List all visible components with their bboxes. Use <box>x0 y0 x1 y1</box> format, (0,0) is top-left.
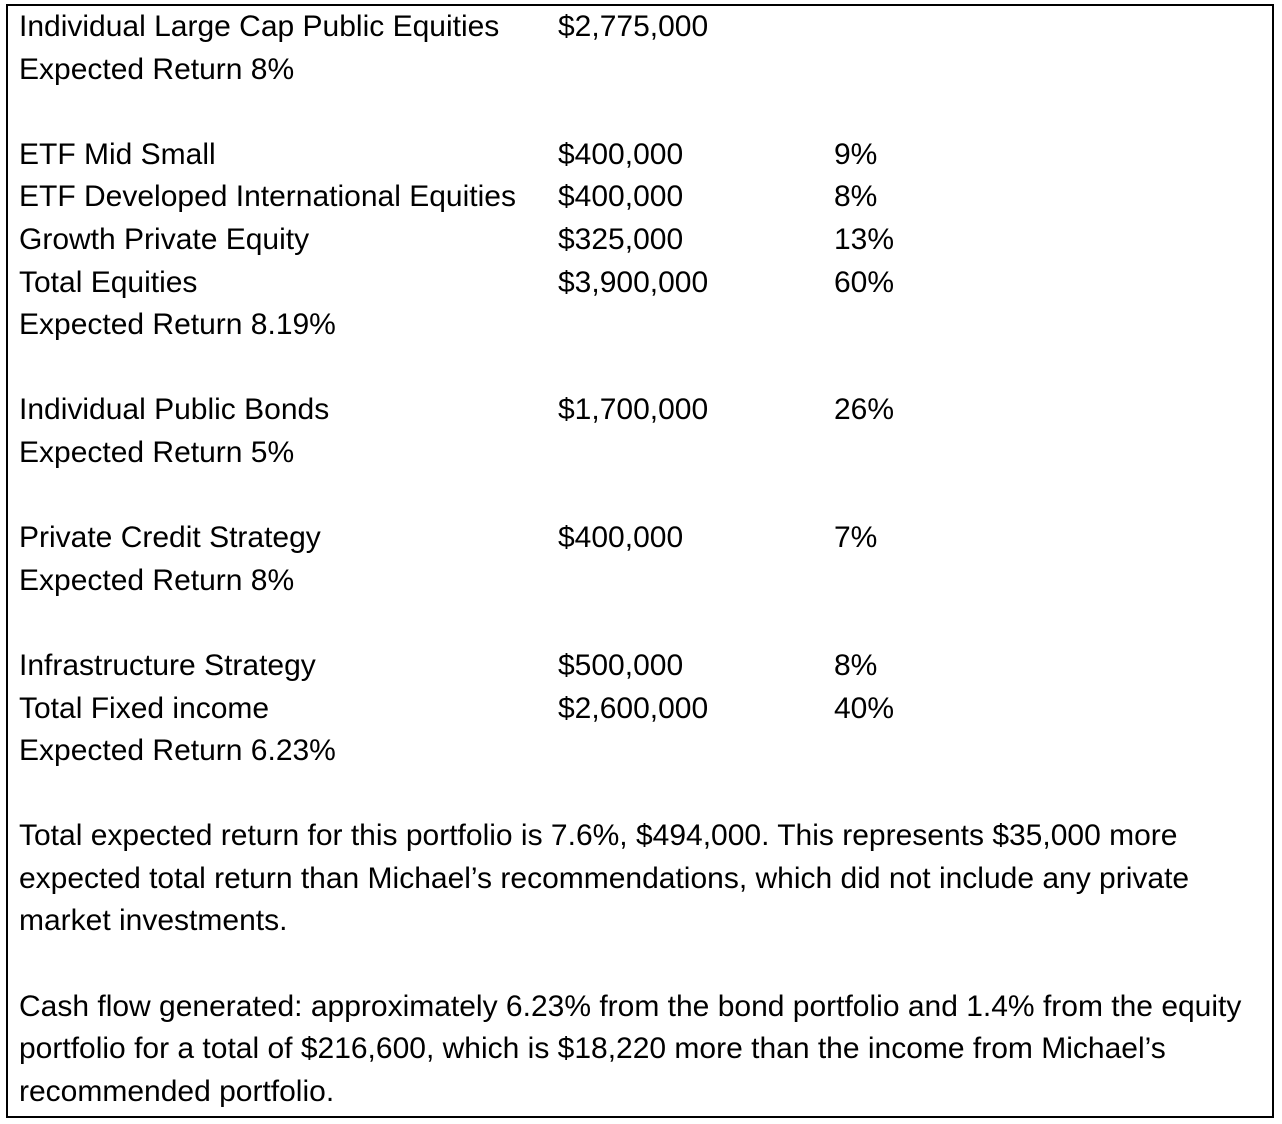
row-amount: $400,000 <box>558 521 684 555</box>
row-label: Growth Private Equity <box>19 222 310 256</box>
equities-expected-return: Expected Return 8.19% <box>19 308 336 342</box>
row-amount: $325,000 <box>558 222 684 256</box>
row-label: Total Equities <box>19 265 198 299</box>
row-percent: 13% <box>834 222 895 256</box>
row-percent: 8% <box>834 180 878 214</box>
table-row <box>19 176 1269 219</box>
large-cap-expected-return: Expected Return 8% <box>19 52 295 86</box>
row-amount: $2,600,000 <box>558 691 709 725</box>
table-row <box>19 219 1269 262</box>
row-label: Private Credit Strategy <box>19 521 321 555</box>
table-row <box>19 389 1269 432</box>
row-percent: 8% <box>834 648 878 682</box>
portfolio-document <box>19 6 1269 1113</box>
row-amount: $3,900,000 <box>558 265 709 299</box>
table-row <box>19 517 1269 560</box>
fixed-income-expected-return: Expected Return 6.23% <box>19 734 336 768</box>
table-row-total <box>19 688 1269 731</box>
row-amount: $400,000 <box>558 137 684 171</box>
row-percent: 40% <box>834 691 895 725</box>
row-label: Individual Public Bonds <box>19 393 330 427</box>
total-return-paragraph: Total expected return for this portfolio is 7.6%, $494,000. This represents $35,000 more expected total return than Michael’s recommendations, which did not include any private market investments. <box>19 819 1190 938</box>
row-label: Total Fixed income <box>19 691 270 725</box>
row-amount: $500,000 <box>558 648 684 682</box>
cash-flow-paragraph: Cash flow generated: approximately 6.23% from the bond portfolio and 1.4% from the equity portfolio for a total of $216,600, which is $18,220 more than the income from Michael’s recommended portfolio. <box>19 989 1242 1108</box>
row-label: ETF Mid Small <box>19 137 216 171</box>
row-label: Individual Large Cap Public Equities <box>19 10 500 43</box>
table-row <box>19 134 1269 177</box>
row-label: ETF Developed International Equities <box>19 180 516 214</box>
row-label: Infrastructure Strategy <box>19 648 316 682</box>
large-cap-row <box>19 6 1269 49</box>
bonds-expected-return: Expected Return 5% <box>19 435 295 469</box>
table-row-total <box>19 262 1269 305</box>
row-percent: 9% <box>834 137 878 171</box>
row-percent: 7% <box>834 521 878 555</box>
row-percent: 60% <box>834 265 895 299</box>
table-row <box>19 645 1269 688</box>
row-percent: 26% <box>834 393 895 427</box>
row-amount: $2,775,000 <box>558 10 709 43</box>
private-credit-expected-return: Expected Return 8% <box>19 563 295 597</box>
row-amount: $1,700,000 <box>558 393 709 427</box>
row-amount: $400,000 <box>558 180 684 214</box>
